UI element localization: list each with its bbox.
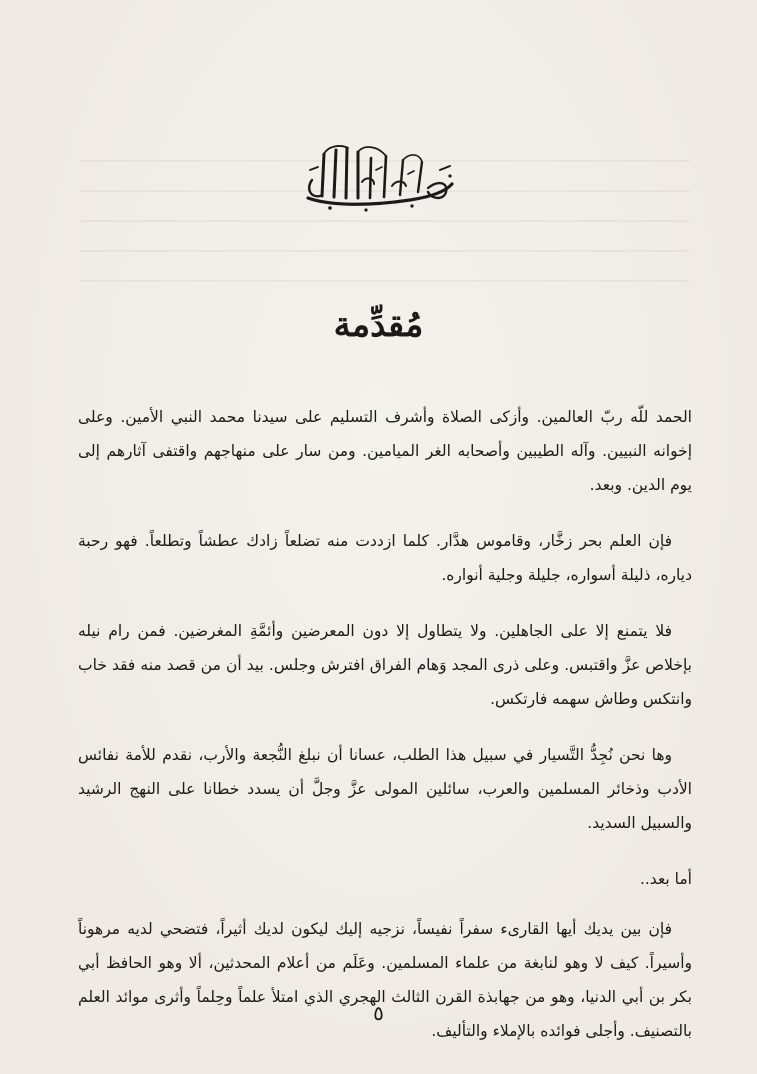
bleed-through-line [80,280,690,282]
paragraph: فإن بين يديك أيها القارىء سفراً نفيساً، نزجيه إليك ليكون لديك أثيراً، فتضحي لديه مرهوناً وأسيراً. كيف لا وهو لنابغة من علماء المسلمين. وعَلَم من أعلام المحدثين، ألا وهو الحافظ أبي بكر بن أبي الدنيا، وهو من جهابذة القرن الثالث الهجري الذي امتلأ علماً وحِلماً وأثرى موائد العلم بالتصنيف. وأجلى فوائده بالإملاء والتأليف. [78,920,692,1040]
paragraph: فلا يتمنع إلا على الجاهلين. ولا يتطاول إلا دون المعرضين وأئمَّةِ المغرضين. فمن رام نيله بإخلاص عزَّ واقتبس. وعلى ذرى المجد وَهام الفراق افترش وجلس. بيد أن من قصد منه فقد خاب وانتكس وطاش سهمه فارتكس. [78,622,692,708]
page-number: ٥ [373,1001,384,1025]
bleed-through-line [80,250,690,252]
paragraph: أما بعد.. [639,870,692,888]
paragraph: وها نحن نُجِدُّ التَّسيار في سبيل هذا الطلب، عسانا أن نبلغ النُّجعة والأرب، نقدم للأمة نفائس الأدب وذخائر المسلمين والعرب، سائلين المولى عزَّ وجلَّ أن يسدد خطانا على النهج الرشيد والسبيل السديد. [78,746,692,832]
paragraph: الحمد للّه ربّ العالمين. وأزكى الصلاة وأشرف التسليم على سيدنا محمد النبي الأمين. وعلى إخوانه النبيين. وآله الطيبين وأصحابه الغر الميامين. ومن سار على منهاجهم واقتفى آثارهم إلى يوم الدين. وبعد. [78,408,692,494]
body-text [78,400,692,1070]
page-heading: مُقدِّمة [333,305,424,345]
bleed-through-line [80,220,690,222]
paragraph: فإن العلم بحر زخَّار، وقاموس هدَّار. كلما ازددت منه تضلعاً زادك عطشاً وتطلعاً. فهو رحبة دياره، ذليلة أسواره، جليلة وجلية أنواره. [78,532,692,584]
basmala-calligraphy-icon [300,140,460,215]
